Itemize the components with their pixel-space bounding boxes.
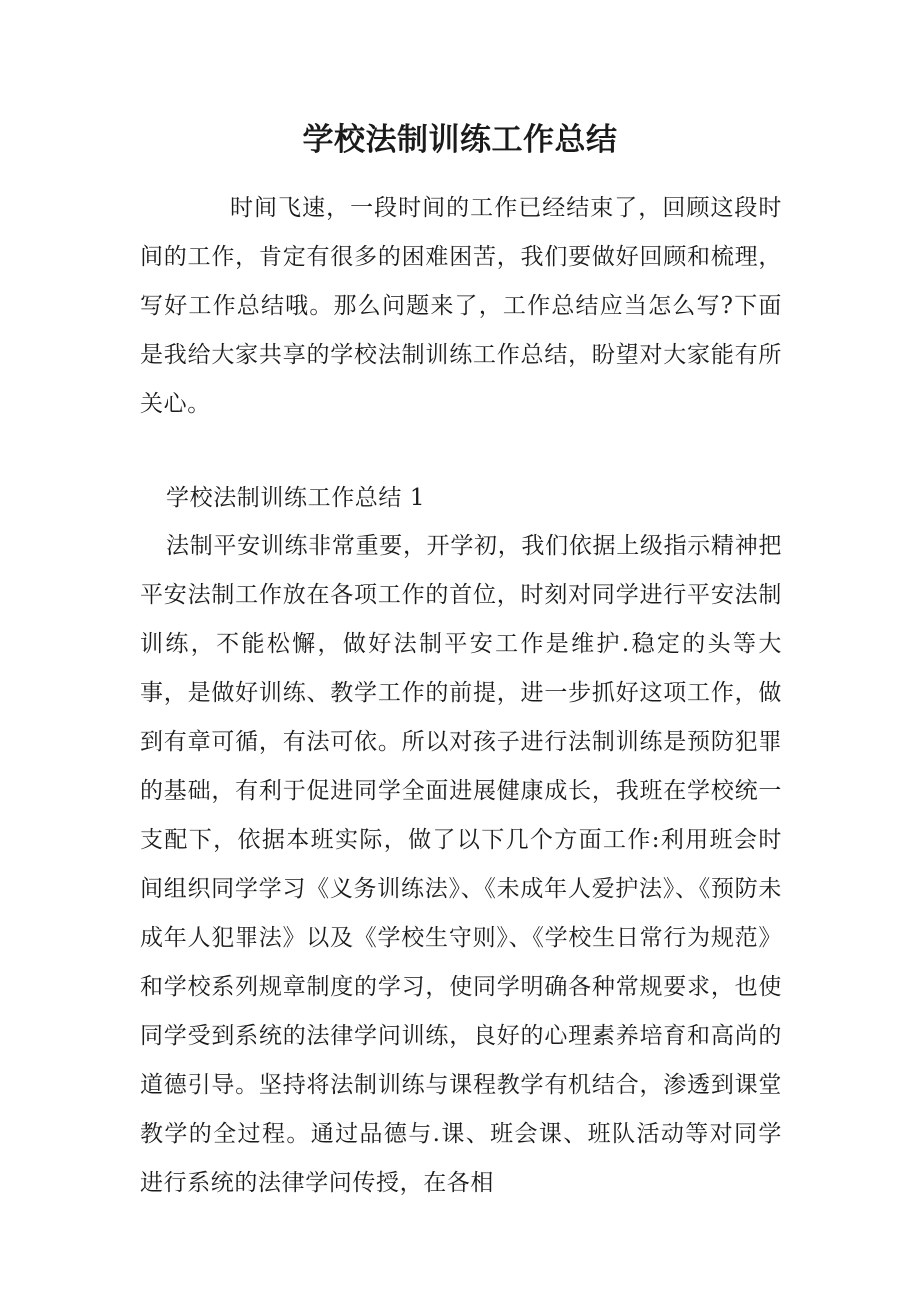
intro-paragraph: 时间飞速，一段时间的工作已经结束了，回顾这段时间的工作，肯定有很多的困难困苦，我们要做好回顾和梳理，写好工作总结哦。那么问题来了，工作总结应当怎么写?下面是我给大家共享的学校法制训练工作总结，盼望对大家能有所关心。 (140, 195, 782, 417)
section-heading: 学校法制训练工作总结 1 (166, 485, 426, 511)
document-title: 学校法制训练工作总结 (302, 122, 618, 158)
section-body-paragraph: 法制平安训练非常重要，开学初，我们依据上级指示精神把平安法制工作放在各项工作的首位，时刻对同学进行平安法制训练，不能松懈，做好法制平安工作是维护.稳定的头等大事，是做好训练、教学工作的前提，进一步抓好这项工作，做到有章可循，有法可依。所以对孩子进行法制训练是预防犯罪的基础，有利于促进同学全面进展健康成长，我班在学校统一支配下，依据本班实际，做了以下几个方面工作:利用班会时间组织同学学习《义务训练法》、《未成年人爱护法》、《预防未成年人犯罪法》以及《学校生守则》、《学校生日常行为规范》和学校系列规章制度的学习，使同学明确各种常规要求，也使同学受到系统的法律学问训练，良好的心理素养培育和高尚的道德引导。坚持将法制训练与课程教学有机结合，渗透到课堂教学的全过程。通过品德与.课、班会课、班队活动等对同学进行系统的法律学问传授，在各相 (140, 533, 782, 1196)
